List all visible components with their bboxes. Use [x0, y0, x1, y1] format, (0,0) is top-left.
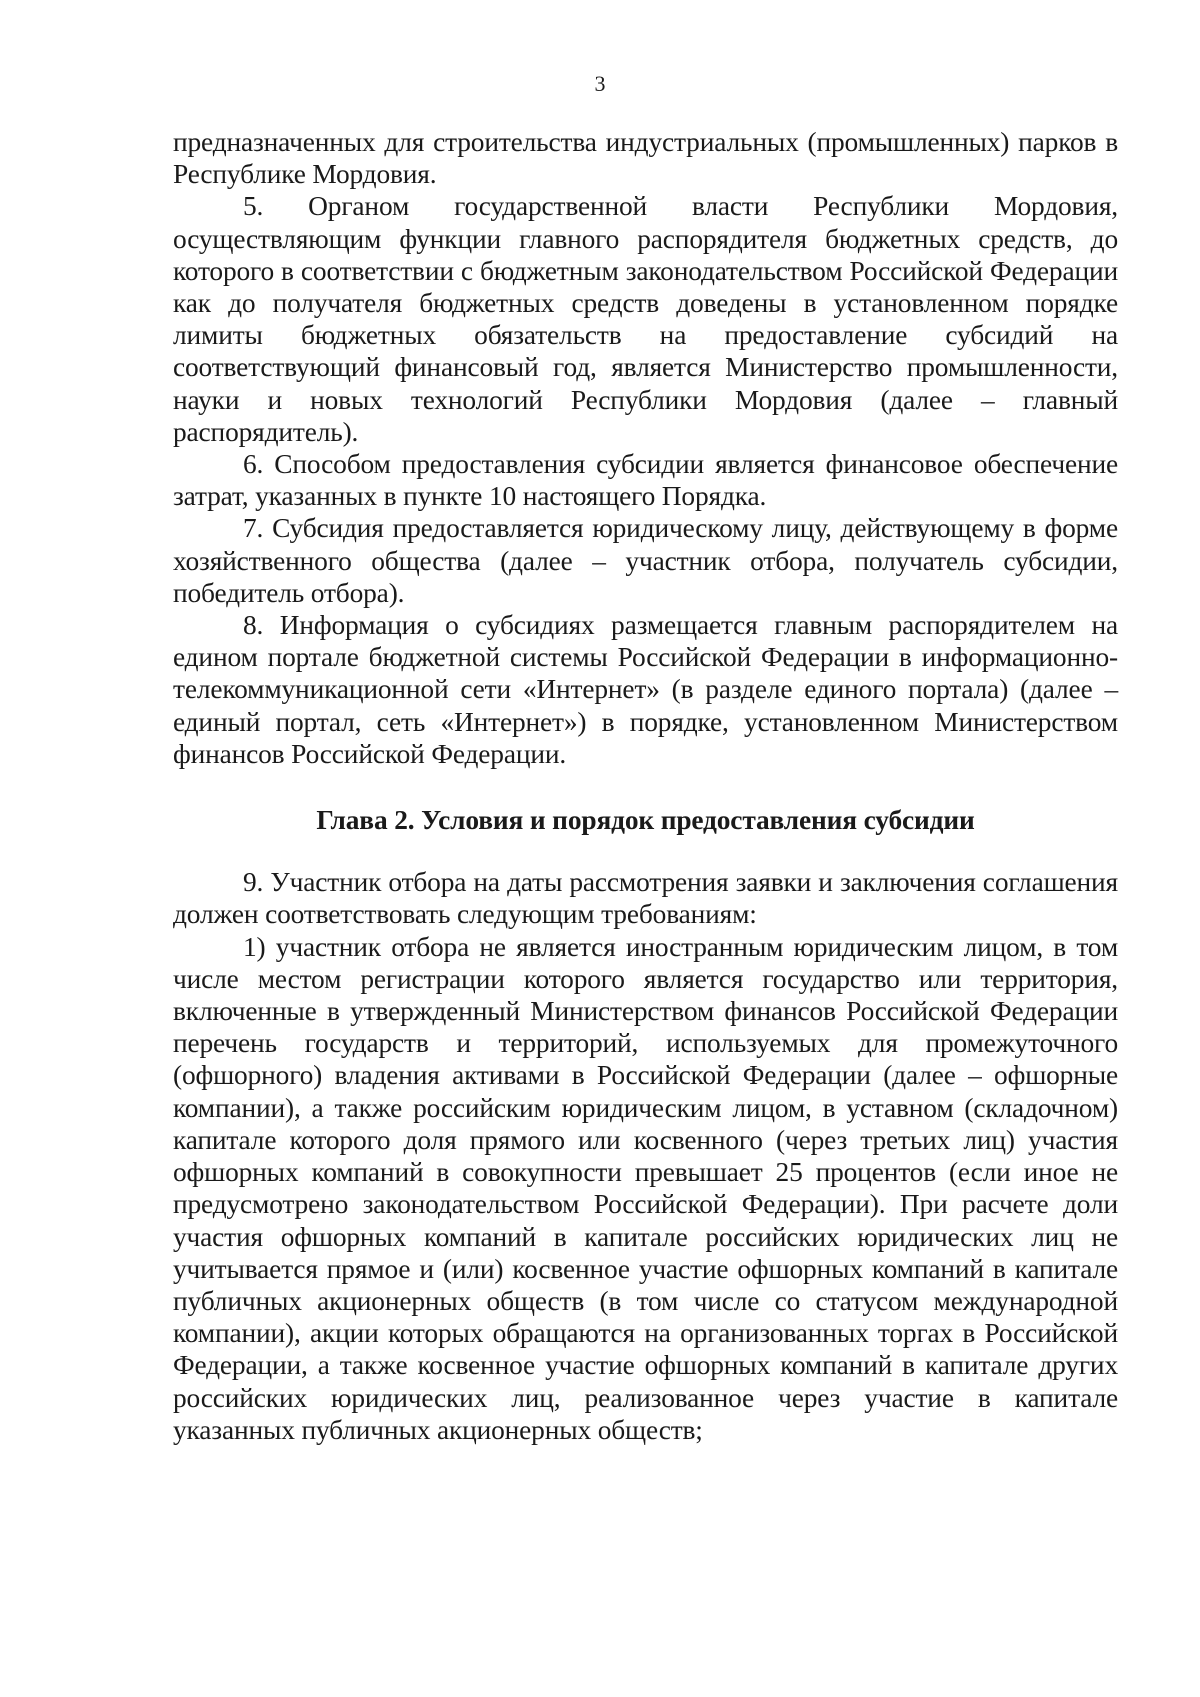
section-general-provisions-continued	[173, 126, 1118, 770]
paragraph-4-continuation: предназначенных для строительства индустриальных (промышленных) парков в Республике Мордовия.	[173, 127, 1118, 190]
paragraph-8: 8. Информация о субсидиях размещается главным распорядителем на едином портале бюджетной системы Российской Федерации в информационно-телекоммуникационной сети «Интернет» (в разделе единого портала) (далее – единый портал, сеть «Интернет») в порядке, установленном Министерством финансов Российской Федерации.	[173, 610, 1118, 769]
paragraph-9-item-1: 1) участник отбора не является иностранным юридическим лицом, в том числе местом регистрации которого является государство или территория, включенные в утвержденный Министерством финансов Российской Федерации перечень государств и территорий, используемых для промежуточного (офшорного) владения активами в Российской Федерации (далее – офшорные компании), а также российским юридическим лицом, в уставном (складочном) капитале которого доля прямого или косвенного (через третьих лиц) участия офшорных компаний в совокупности превышает 25 процентов (если иное не предусмотрено законодательством Российской Федерации). При расчете доли участия офшорных компаний в капитале российских юридических лиц не учитывается прямое и (или) косвенное участие офшорных компаний в капитале публичных акционерных обществ (в том числе со статусом международной компании), акции которых обращаются на организованных торгах в Российской Федерации, а также косвенное участие офшорных компаний в капитале других российских юридических лиц, реализованное через участие в капитале указанных публичных акционерных обществ;	[173, 931, 1118, 1445]
paragraph-7: 7. Субсидия предоставляется юридическому лицу, действующему в форме хозяйственного общества (далее – участник отбора, получатель субсидии, победитель отбора).	[173, 513, 1118, 608]
section-chapter-2	[173, 866, 1118, 1446]
chapter-heading: Глава 2. Условия и порядок предоставления субсидии	[316, 805, 975, 836]
page-number: 3	[594, 71, 606, 96]
paragraph-5: 5. Органом государственной власти Республики Мордовия, осуществляющим функции главного распорядителя бюджетных средств, до которого в соответствии с бюджетным законодательством Российской Федерации как до получателя бюджетных средств доведены в установленном порядке лимиты бюджетных обязательств на предоставление субсидий на соответствующий финансовый год, является Министерство промышленности, науки и новых технологий Республики Мордовия (далее – главный распорядитель).	[173, 191, 1118, 447]
paragraph-9: 9. Участник отбора на даты рассмотрения заявки и заключения соглашения должен соответствовать следующим требованиям:	[173, 867, 1118, 930]
document-body	[173, 126, 1118, 1446]
paragraph-6: 6. Способом предоставления субсидии является финансовое обеспечение затрат, указанных в пункте 10 настоящего Порядка.	[173, 449, 1118, 512]
